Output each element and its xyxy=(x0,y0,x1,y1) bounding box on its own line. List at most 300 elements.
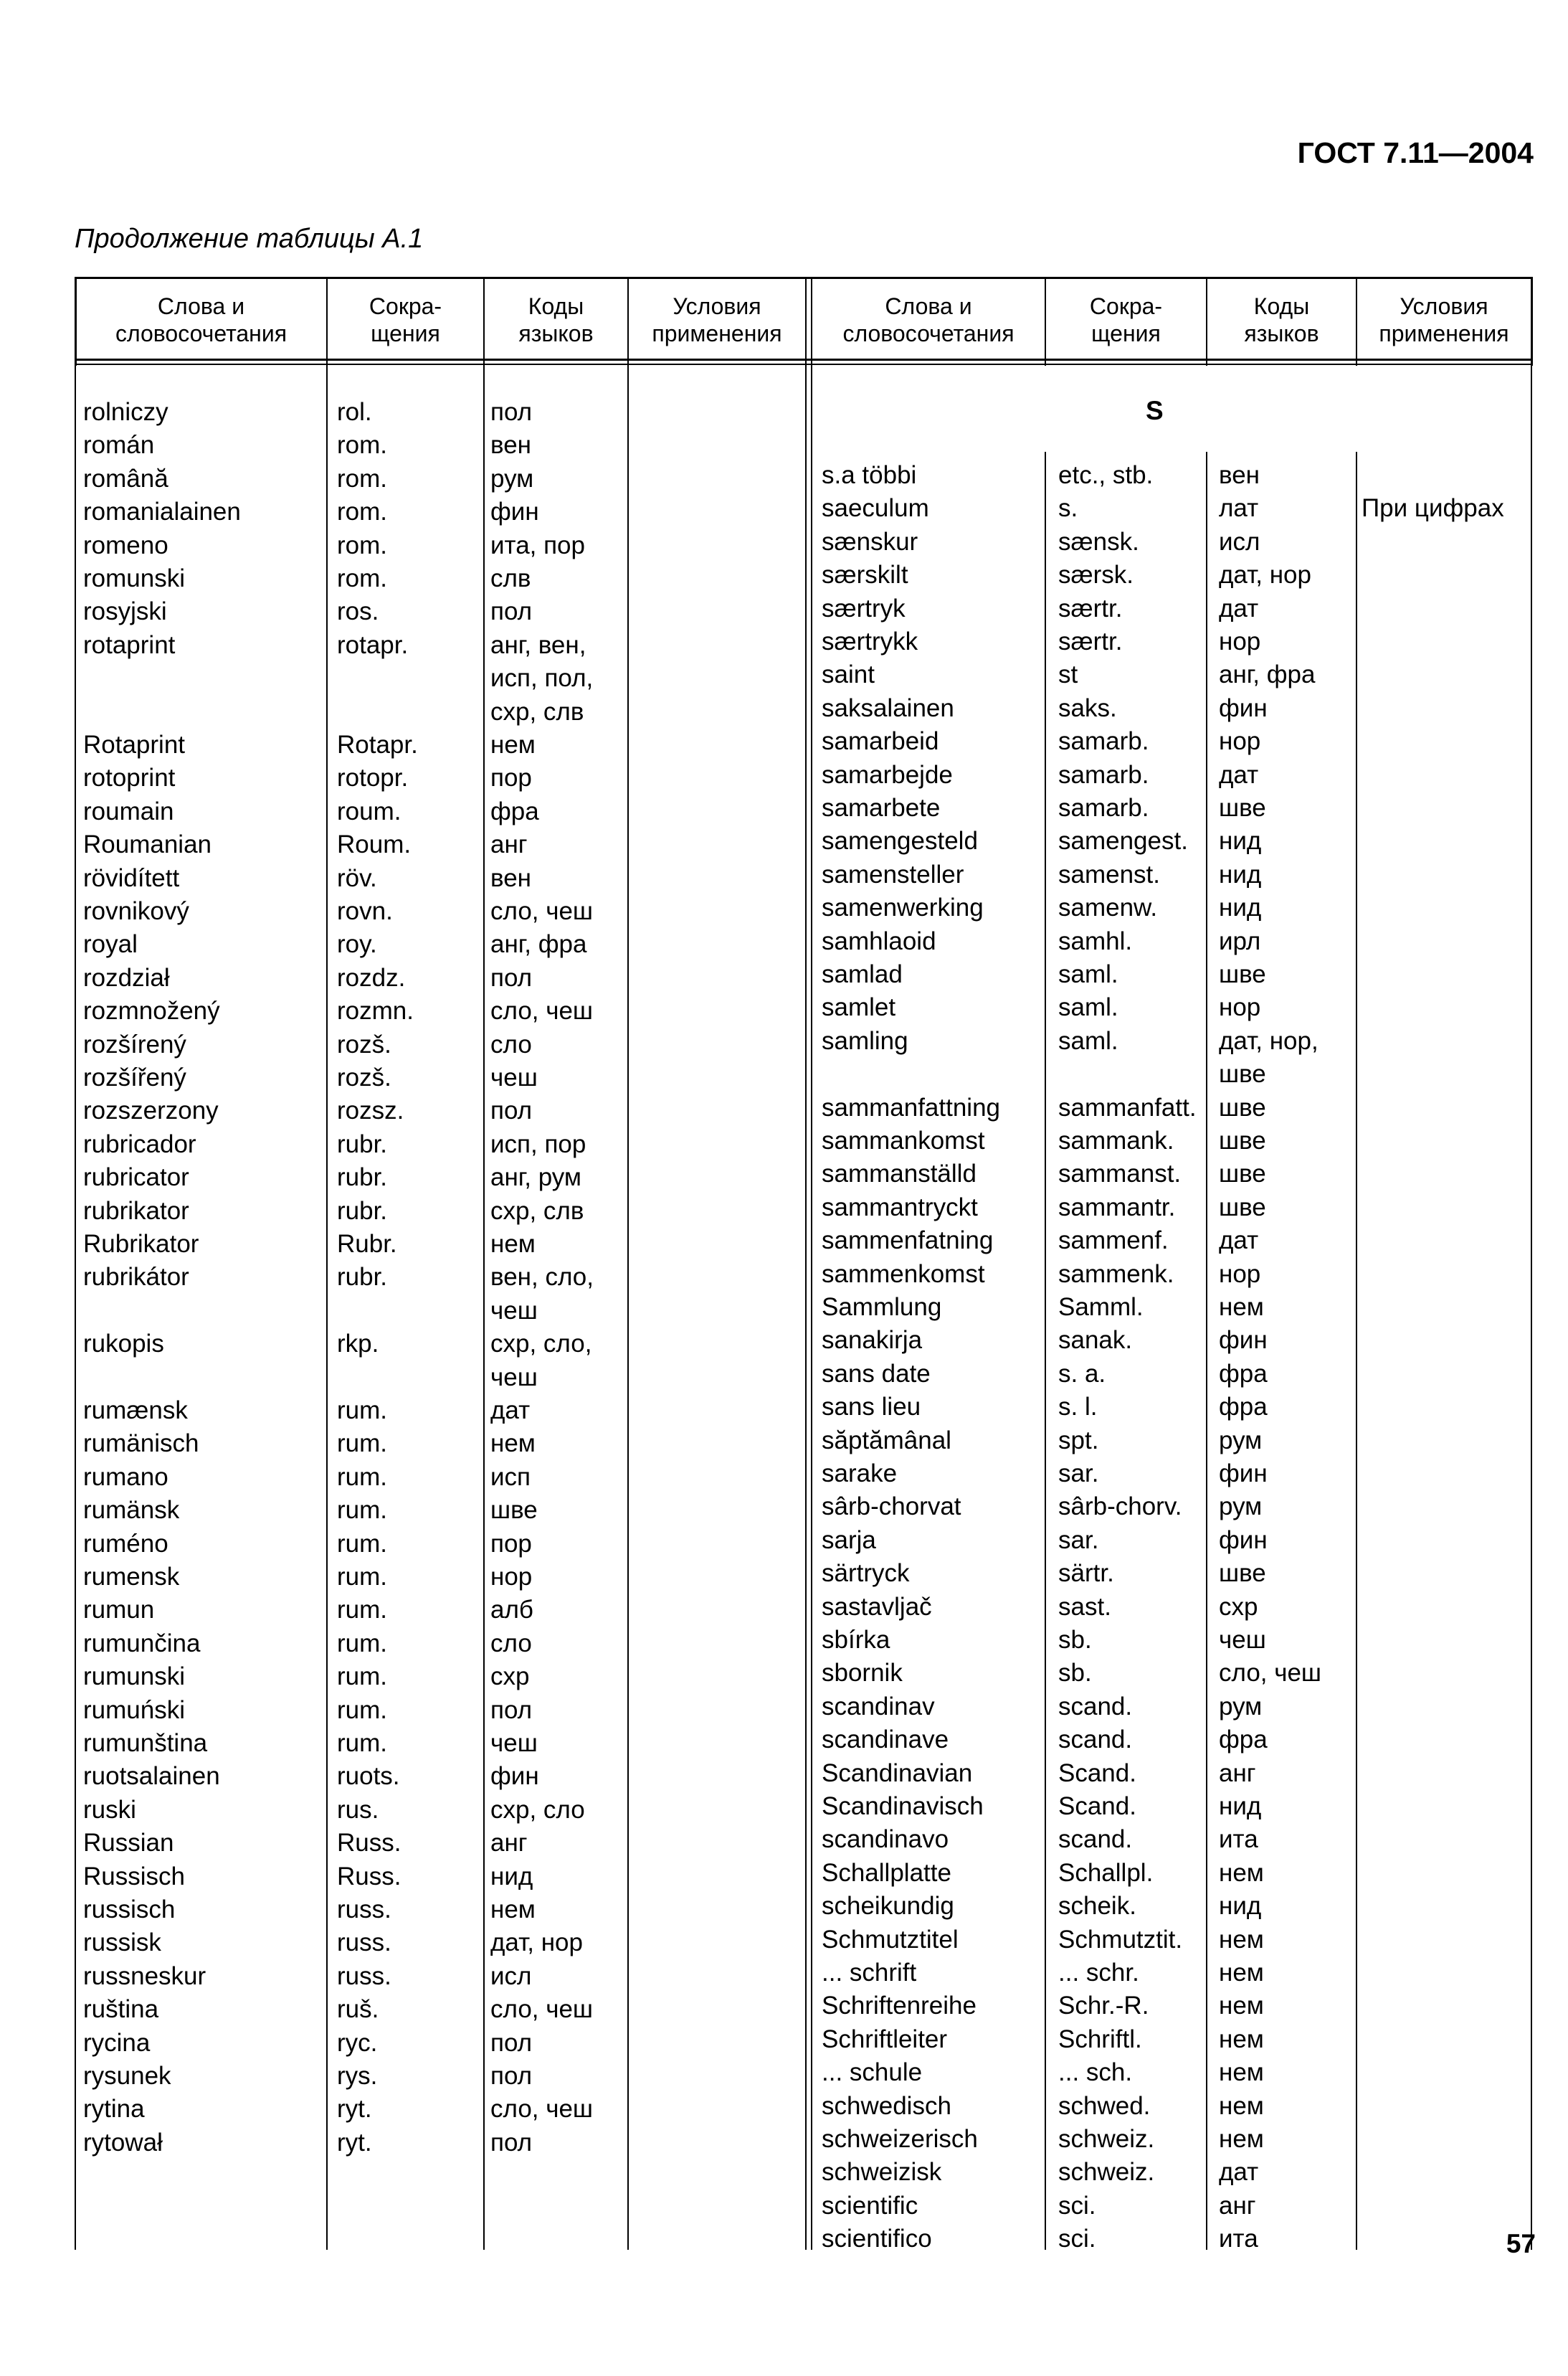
table-cell-word-left: rubricator xyxy=(83,1163,189,1191)
header-conditions-left: Условия применения xyxy=(652,293,782,346)
table-cell-word-left: roumain xyxy=(83,797,174,825)
table-cell-codes-right: сло, чеш xyxy=(1219,1659,1322,1687)
table-cell-abbr-right: Schmutztit. xyxy=(1058,1926,1183,1954)
table-cell-word-right: særtrykk xyxy=(822,628,918,655)
column-rule xyxy=(483,365,485,2250)
table-cell-abbr-left: rum. xyxy=(337,1696,387,1724)
table-cell-codes-left: фин xyxy=(490,1762,539,1790)
table-cell-codes-right: фин xyxy=(1219,1459,1268,1487)
table-cell-abbr-right: särtr. xyxy=(1058,1559,1114,1587)
table-cell-codes-left: анг, рум xyxy=(490,1163,581,1191)
table-cell-abbr-right: sanak. xyxy=(1058,1326,1133,1354)
table-cell-abbr-right: Schallpl. xyxy=(1058,1859,1154,1887)
table-cell-word-left: romunski xyxy=(83,564,185,592)
table-cell-word-left: rozšírený xyxy=(83,1031,186,1059)
table-cell-abbr-right: saml. xyxy=(1058,960,1118,988)
table-cell-codes-left: ита, пор xyxy=(490,531,585,559)
table-cell-abbr-right: sammenf. xyxy=(1058,1226,1169,1254)
table-cell-codes-left: схр, слв xyxy=(490,1197,584,1225)
section-letter: S xyxy=(1146,396,1164,425)
table-cell-word-left: romeno xyxy=(83,531,168,559)
table-cell-abbr-right: sænsk. xyxy=(1058,528,1139,556)
table-cell-codes-right: нем xyxy=(1219,2125,1264,2153)
table-cell-word-left: rubricador xyxy=(83,1130,196,1158)
table-cell-codes-left: фра xyxy=(490,797,539,825)
table-cell-word-right: Scandinavisch xyxy=(822,1792,984,1820)
header-bottom-rule-double xyxy=(75,364,1532,365)
table-cell-codes-right: рум xyxy=(1219,1426,1263,1454)
table-cell-abbr-left: roy. xyxy=(337,930,377,958)
table-cell-codes-right: фин xyxy=(1219,1326,1268,1354)
table-cell-abbr-right: scand. xyxy=(1058,1825,1133,1853)
table-cell-codes-left: сло, чеш xyxy=(490,1995,594,2023)
table-cell-word-right: samhlaoid xyxy=(822,927,936,955)
table-cell-word-left: rumänisch xyxy=(83,1429,199,1457)
table-cell-abbr-right: særsk. xyxy=(1058,561,1134,589)
table-cell-word-right: samling xyxy=(822,1027,908,1055)
table-cell-codes-right: лат xyxy=(1219,494,1259,522)
table-cell-abbr-left: russ. xyxy=(337,1895,391,1923)
header-words-left: Слова и словосочетания xyxy=(115,293,288,346)
table-cell-codes-right: шве xyxy=(1219,794,1266,822)
table-top-border xyxy=(75,277,1532,279)
table-cell-word-right: scientifico xyxy=(822,2225,932,2253)
table-cell-abbr-left: rom. xyxy=(337,431,387,459)
table-cell-word-right: sammenfatning xyxy=(822,1226,994,1254)
table-cell-abbr-right: scheik. xyxy=(1058,1892,1136,1920)
table-cell-abbr-left: rom. xyxy=(337,465,387,493)
table-cell-abbr-left: rom. xyxy=(337,531,387,559)
table-cell-codes-left: анг, вен, xyxy=(490,631,586,659)
table-cell-word-left: rumunština xyxy=(83,1729,208,1757)
table-cell-codes-right: рум xyxy=(1219,1693,1263,1721)
table-cell-abbr-right: samengest. xyxy=(1058,827,1188,855)
table-cell-abbr-left: Roum. xyxy=(337,830,412,858)
table-cell-abbr-right: s. a. xyxy=(1058,1360,1106,1388)
table-cell-abbr-left: ruots. xyxy=(337,1762,400,1790)
table-cell-codes-right: шве xyxy=(1219,960,1266,988)
table-cell-abbr-left: rum. xyxy=(337,1563,387,1591)
table-cell-word-right: scandinav xyxy=(822,1693,935,1721)
table-cell-word-right: sammanställd xyxy=(822,1160,977,1188)
table-cell-word-left: rotaprint xyxy=(83,631,176,659)
table-cell-codes-right: схр xyxy=(1219,1593,1258,1621)
table-cell-abbr-right: samenst. xyxy=(1058,861,1160,889)
column-rule xyxy=(811,365,812,2250)
table-cell-abbr-right: schweiz. xyxy=(1058,2125,1155,2153)
table-cell-word-left: ruština xyxy=(83,1995,159,2023)
table-cell-abbr-right: samenw. xyxy=(1058,894,1158,922)
table-cell-abbr-left: rum. xyxy=(337,1530,387,1558)
table-cell-abbr-right: sârb-chorv. xyxy=(1058,1492,1182,1520)
table-cell-abbr-right: s. xyxy=(1058,494,1078,522)
table-cell-abbr-left: Russ. xyxy=(337,1863,401,1890)
table-cell-abbr-left: rum. xyxy=(337,1729,387,1757)
table-cell-word-left: rumunčina xyxy=(83,1629,201,1657)
table-cell-abbr-left: ruš. xyxy=(337,1995,379,2023)
header-conditions-right: Условия применения xyxy=(1379,293,1509,346)
table-cell-codes-left: алб xyxy=(490,1596,533,1624)
table-cell-codes-left: схр xyxy=(490,1662,530,1690)
table-cell-codes-right: нор xyxy=(1219,1260,1261,1288)
table-cell-word-right: særtryk xyxy=(822,595,906,623)
table-cell-codes-left: схр, сло xyxy=(490,1796,585,1824)
table-cell-codes-right: нид xyxy=(1219,827,1262,855)
table-cell-codes-right: дат xyxy=(1219,595,1259,623)
table-cell-abbr-right: sb. xyxy=(1058,1659,1092,1687)
table-cell-codes-left: нем xyxy=(490,731,536,759)
column-rule xyxy=(326,365,328,2250)
table-cell-codes-right: ита xyxy=(1219,2225,1258,2253)
table-cell-abbr-left: rol. xyxy=(337,398,372,426)
table-cell-codes-left: слв xyxy=(490,564,531,592)
table-cell-codes-left: схр, сло, xyxy=(490,1330,592,1358)
table-cell-abbr-right: særtr. xyxy=(1058,595,1123,623)
table-cell-abbr-left: Rubr. xyxy=(337,1230,397,1258)
table-cell-word-left: ruotsalainen xyxy=(83,1762,220,1790)
table-cell-abbr-right: saks. xyxy=(1058,694,1117,722)
table-cell-abbr-right: samarb. xyxy=(1058,761,1149,789)
header-codes-left: Коды языков xyxy=(518,293,594,346)
table-cell-word-left: rozdział xyxy=(83,964,170,992)
table-cell-codes-right: нид xyxy=(1219,861,1262,889)
table-cell-word-right: sammenkomst xyxy=(822,1260,985,1288)
table-cell-codes-right: дат xyxy=(1219,761,1259,789)
table-cell-abbr-right: schweiz. xyxy=(1058,2158,1155,2186)
table-cell-codes-right: фра xyxy=(1219,1393,1268,1421)
table-cell-abbr-right: sammank. xyxy=(1058,1127,1174,1155)
table-cell-word-left: rumuński xyxy=(83,1696,185,1724)
table-cell-word-right: saksalainen xyxy=(822,694,954,722)
table-cell-word-left: rovnikový xyxy=(83,897,189,925)
table-cell-word-right: s.a többi xyxy=(822,461,917,489)
table-cell-word-left: romanialainen xyxy=(83,498,241,526)
table-cell-abbr-right: sar. xyxy=(1058,1459,1099,1487)
table-cell-codes-left: сло, чеш xyxy=(490,897,594,925)
table-cell-word-right: scientific xyxy=(822,2192,918,2220)
table-cell-codes-right: нем xyxy=(1219,1926,1264,1954)
table-cell-codes-right: ирл xyxy=(1219,927,1261,955)
table-cell-word-left: rozmnožený xyxy=(83,997,220,1025)
table-cell-codes-right: дат xyxy=(1219,2158,1259,2186)
table-cell-codes-right: нор xyxy=(1219,727,1261,755)
table-cell-abbr-left: ryt. xyxy=(337,2095,372,2123)
table-cell-codes-right: фра xyxy=(1219,1726,1268,1753)
table-cell-word-left: royal xyxy=(83,930,138,958)
table-cell-abbr-right: sammanfatt. xyxy=(1058,1094,1197,1122)
table-cell-abbr-right: sast. xyxy=(1058,1593,1111,1621)
table-cell-word-right: sammankomst xyxy=(822,1127,985,1155)
table-cell-abbr-left: rubr. xyxy=(337,1130,388,1158)
table-cell-abbr-right: sb. xyxy=(1058,1626,1092,1654)
table-cell-word-right: sammanfattning xyxy=(822,1094,1001,1122)
table-cell-word-left: ruméno xyxy=(83,1530,168,1558)
column-rule xyxy=(1206,452,1207,2250)
table-cell-abbr-right: sammenk. xyxy=(1058,1260,1174,1288)
table-cell-codes-right: шве xyxy=(1219,1193,1266,1221)
table-cell-codes-left: анг xyxy=(490,830,528,858)
table-cell-word-right: scandinave xyxy=(822,1726,949,1753)
table-cell-abbr-left: rom. xyxy=(337,498,387,526)
table-cell-word-left: rytował xyxy=(83,2129,163,2157)
table-cell-codes-right: чеш xyxy=(1219,1626,1266,1654)
table-cell-abbr-left: Russ. xyxy=(337,1829,401,1857)
table-cell-codes-right: нид xyxy=(1219,1792,1262,1820)
table-cell-word-left: rosyjski xyxy=(83,597,167,625)
table-cell-abbr-left: röv. xyxy=(337,864,377,892)
table-cell-abbr-right: schwed. xyxy=(1058,2092,1151,2120)
table-cell-abbr-left: ryc. xyxy=(337,2029,378,2057)
table-cell-abbr-right: scand. xyxy=(1058,1726,1133,1753)
table-cell-abbr-left: rum. xyxy=(337,1596,387,1624)
table-cell-codes-right: фра xyxy=(1219,1360,1268,1388)
table-cell-codes-left: шве xyxy=(490,1496,538,1524)
table-cell-word-right: särtryck xyxy=(822,1559,910,1587)
table-cell-word-left: rubrikator xyxy=(83,1197,189,1225)
table-cell-word-right: saint xyxy=(822,661,875,688)
header-bottom-rule xyxy=(75,359,1532,361)
table-cell-word-left: russneskur xyxy=(83,1962,206,1990)
table-cell-codes-left: сло, чеш xyxy=(490,2095,594,2123)
table-cell-word-left: Rubrikator xyxy=(83,1230,199,1258)
table-cell-word-left: rycina xyxy=(83,2029,151,2057)
table-cell-word-right: samlet xyxy=(822,993,896,1021)
table-cell-word-right: sarake xyxy=(822,1459,898,1487)
table-cell-codes-right: нор xyxy=(1219,628,1261,655)
column-rule xyxy=(75,365,76,2250)
column-rule xyxy=(1356,452,1357,2250)
table-cell-codes-left: нем xyxy=(490,1895,536,1923)
table-cell-word-left: román xyxy=(83,431,155,459)
table-cell-codes-right: шве xyxy=(1219,1060,1266,1088)
table-cell-word-right: sbornik xyxy=(822,1659,903,1687)
table-cell-word-right: sammantryckt xyxy=(822,1193,978,1221)
table-cell-word-right: schwedisch xyxy=(822,2092,951,2120)
table-cell-word-left: rukopis xyxy=(83,1330,164,1358)
table-cell-codes-left: рум xyxy=(490,465,534,493)
table-cell-codes-left: пол xyxy=(490,597,533,625)
table-cell-abbr-right: sammanst. xyxy=(1058,1160,1182,1188)
table-cell-codes-right: шве xyxy=(1219,1559,1266,1587)
table-cell-codes-left: нем xyxy=(490,1429,536,1457)
table-cell-word-right: scandinavo xyxy=(822,1825,949,1853)
table-cell-word-right: ... schrift xyxy=(822,1959,917,1987)
table-cell-codes-right: шве xyxy=(1219,1127,1266,1155)
table-cell-codes-left: пол xyxy=(490,2129,533,2157)
table-cell-word-right: samarbete xyxy=(822,794,941,822)
table-cell-abbr-left: rkp. xyxy=(337,1330,379,1358)
table-cell-codes-right: ита xyxy=(1219,1825,1258,1853)
table-cell-word-right: sastavljač xyxy=(822,1593,932,1621)
table-cell-codes-left: схр, слв xyxy=(490,698,584,726)
table-cell-codes-left: пол xyxy=(490,2029,533,2057)
table-cell-word-left: rotoprint xyxy=(83,764,176,792)
table-cell-abbr-right: Schriftl. xyxy=(1058,2025,1142,2053)
table-cell-word-left: Russisch xyxy=(83,1863,185,1890)
table-cell-word-right: sârb-chorvat xyxy=(822,1492,961,1520)
table-cell-word-right: særskilt xyxy=(822,561,908,589)
table-cell-abbr-left: rys. xyxy=(337,2062,378,2090)
table-cell-codes-left: фин xyxy=(490,498,539,526)
table-cell-word-right: ... schule xyxy=(822,2058,923,2086)
table-cell-word-right: samensteller xyxy=(822,861,964,889)
column-rule xyxy=(1531,365,1532,2250)
table-cell-codes-right: дат, нор, xyxy=(1219,1027,1318,1055)
table-cell-codes-left: пол xyxy=(490,398,533,426)
table-cell-word-right: schweizisk xyxy=(822,2158,942,2186)
table-cell-codes-right: дат, нор xyxy=(1219,561,1311,589)
table-cell-abbr-right: st xyxy=(1058,661,1078,688)
table-cell-word-right: Schriftleiter xyxy=(822,2025,948,2053)
table-cell-word-left: rumunski xyxy=(83,1662,185,1690)
table-cell-codes-right: анг xyxy=(1219,1759,1256,1787)
table-cell-word-right: Sammlung xyxy=(822,1293,942,1321)
table-cell-codes-left: нем xyxy=(490,1230,536,1258)
table-cell-abbr-left: rotapr. xyxy=(337,631,409,659)
table-cell-codes-left: пол xyxy=(490,1097,533,1125)
table-cell-abbr-right: Scand. xyxy=(1058,1759,1136,1787)
table-cell-codes-left: пол xyxy=(490,1696,533,1724)
table-cell-abbr-left: rozmn. xyxy=(337,997,414,1025)
table-cell-codes-right: нем xyxy=(1219,1293,1264,1321)
table-cell-abbr-left: russ. xyxy=(337,1962,391,1990)
header-codes-right: Коды языков xyxy=(1244,293,1319,346)
column-rule xyxy=(627,365,629,2250)
table-cell-abbr-right: sammantr. xyxy=(1058,1193,1176,1221)
table-cell-codes-left: чеш xyxy=(490,1363,538,1391)
column-rule xyxy=(1531,277,1533,366)
table-cell-codes-left: исп, пор xyxy=(490,1130,586,1158)
table-cell-abbr-right: ... schr. xyxy=(1058,1959,1139,1987)
table-cell-codes-right: анг xyxy=(1219,2192,1256,2220)
table-cell-word-right: samarbejde xyxy=(822,761,953,789)
table-cell-word-right: schweizerisch xyxy=(822,2125,978,2153)
table-cell-abbr-left: rotopr. xyxy=(337,764,409,792)
table-cell-word-right: samlad xyxy=(822,960,903,988)
table-cell-codes-left: исп xyxy=(490,1463,531,1491)
header-abbr-right: Сокра- щения xyxy=(1089,293,1163,346)
table-cell-codes-right: фин xyxy=(1219,1526,1268,1554)
table-cell-codes-right: нем xyxy=(1219,2025,1264,2053)
table-cell-word-right: sarja xyxy=(822,1526,876,1554)
table-cell-word-right: sanakirja xyxy=(822,1326,923,1354)
table-cell-codes-right: шве xyxy=(1219,1160,1266,1188)
table-cell-conditions-right: При цифрах xyxy=(1362,494,1504,522)
header-abbr-left: Сокра- щения xyxy=(369,293,442,346)
table-cell-abbr-right: samarb. xyxy=(1058,727,1149,755)
table-cell-abbr-right: samhl. xyxy=(1058,927,1133,955)
table-cell-word-right: samarbeid xyxy=(822,727,939,755)
table-cell-abbr-left: rubr. xyxy=(337,1263,388,1291)
table-cell-word-left: Roumanian xyxy=(83,830,212,858)
table-cell-codes-right: шве xyxy=(1219,1094,1266,1122)
table-cell-word-left: ruski xyxy=(83,1796,136,1824)
table-cell-word-left: russisch xyxy=(83,1895,176,1923)
table-cell-abbr-left: rum. xyxy=(337,1429,387,1457)
table-cell-abbr-left: rum. xyxy=(337,1496,387,1524)
table-cell-word-left: rytina xyxy=(83,2095,145,2123)
table-cell-word-left: russisk xyxy=(83,1928,161,1956)
document-code: ГОСТ 7.11—2004 xyxy=(1297,136,1534,169)
table-cell-abbr-right: Schr.-R. xyxy=(1058,1992,1149,2020)
table-cell-abbr-right: spt. xyxy=(1058,1426,1099,1454)
table-cell-abbr-right: samarb. xyxy=(1058,794,1149,822)
table-cell-codes-right: рум xyxy=(1219,1492,1263,1520)
table-cell-abbr-right: s. l. xyxy=(1058,1393,1098,1421)
table-cell-abbr-left: ryt. xyxy=(337,2129,372,2157)
table-cell-codes-right: нид xyxy=(1219,894,1262,922)
table-cell-codes-left: дат xyxy=(490,1396,531,1424)
table-cell-abbr-left: rum. xyxy=(337,1396,387,1424)
table-cell-codes-right: фин xyxy=(1219,694,1268,722)
table-cell-word-left: română xyxy=(83,465,168,493)
table-cell-abbr-left: ros. xyxy=(337,597,379,625)
table-cell-word-left: Russian xyxy=(83,1829,174,1857)
table-cell-abbr-left: rubr. xyxy=(337,1197,388,1225)
table-cell-word-left: rubrikátor xyxy=(83,1263,189,1291)
table-cell-codes-right: нем xyxy=(1219,2058,1264,2086)
table-cell-codes-right: нор xyxy=(1219,993,1261,1021)
table-cell-abbr-left: roum. xyxy=(337,797,401,825)
table-cell-word-right: sans lieu xyxy=(822,1393,921,1421)
table-cell-word-right: sans date xyxy=(822,1360,931,1388)
column-rule xyxy=(1045,452,1046,2250)
table-cell-word-left: Rotaprint xyxy=(83,731,186,759)
table-cell-word-left: rumænsk xyxy=(83,1396,188,1424)
table-cell-codes-left: анг xyxy=(490,1829,528,1857)
table-continuation-label: Продолжение таблицы А.1 xyxy=(75,224,424,254)
table-cell-word-left: rövidített xyxy=(83,864,180,892)
table-cell-codes-right: нем xyxy=(1219,2092,1264,2120)
table-cell-codes-left: вен, сло, xyxy=(490,1263,594,1291)
table-cell-abbr-right: særtr. xyxy=(1058,628,1123,655)
table-cell-word-left: rozszerzony xyxy=(83,1097,219,1125)
table-cell-word-right: Schmutztitel xyxy=(822,1926,959,1954)
table-cell-abbr-right: sci. xyxy=(1058,2225,1096,2253)
table-cell-codes-left: чеш xyxy=(490,1297,538,1325)
table-cell-abbr-left: rozsz. xyxy=(337,1097,404,1125)
table-cell-codes-right: нид xyxy=(1219,1892,1262,1920)
table-cell-codes-left: исл xyxy=(490,1962,532,1990)
table-cell-abbr-right: Samml. xyxy=(1058,1293,1144,1321)
table-cell-word-right: samengesteld xyxy=(822,827,978,855)
table-cell-codes-left: нор xyxy=(490,1563,533,1591)
table-cell-codes-left: нид xyxy=(490,1863,533,1890)
table-cell-codes-right: нем xyxy=(1219,1859,1264,1887)
table-cell-word-right: saeculum xyxy=(822,494,929,522)
table-cell-codes-left: сло, чеш xyxy=(490,997,594,1025)
table-cell-abbr-left: rus. xyxy=(337,1796,379,1824)
table-cell-word-left: rumensk xyxy=(83,1563,180,1591)
table-cell-codes-right: нем xyxy=(1219,1959,1264,1987)
table-cell-codes-left: пол xyxy=(490,964,533,992)
table-cell-abbr-right: Scand. xyxy=(1058,1792,1136,1820)
table-cell-word-left: rozšířený xyxy=(83,1064,186,1092)
column-rule xyxy=(805,365,807,2250)
table-cell-abbr-left: rozš. xyxy=(337,1031,391,1059)
table-cell-abbr-left: rozdz. xyxy=(337,964,406,992)
table-cell-codes-right: нем xyxy=(1219,1992,1264,2020)
table-cell-word-right: sbírka xyxy=(822,1626,890,1654)
column-rule xyxy=(805,277,807,366)
table-cell-codes-right: вен xyxy=(1219,461,1260,489)
table-cell-codes-left: исп, пол, xyxy=(490,664,594,692)
table-cell-word-left: rumun xyxy=(83,1596,155,1624)
table-cell-abbr-right: ... sch. xyxy=(1058,2058,1133,2086)
table-cell-abbr-left: rum. xyxy=(337,1463,387,1491)
table-cell-abbr-left: russ. xyxy=(337,1928,391,1956)
table-cell-word-right: Schallplatte xyxy=(822,1859,951,1887)
